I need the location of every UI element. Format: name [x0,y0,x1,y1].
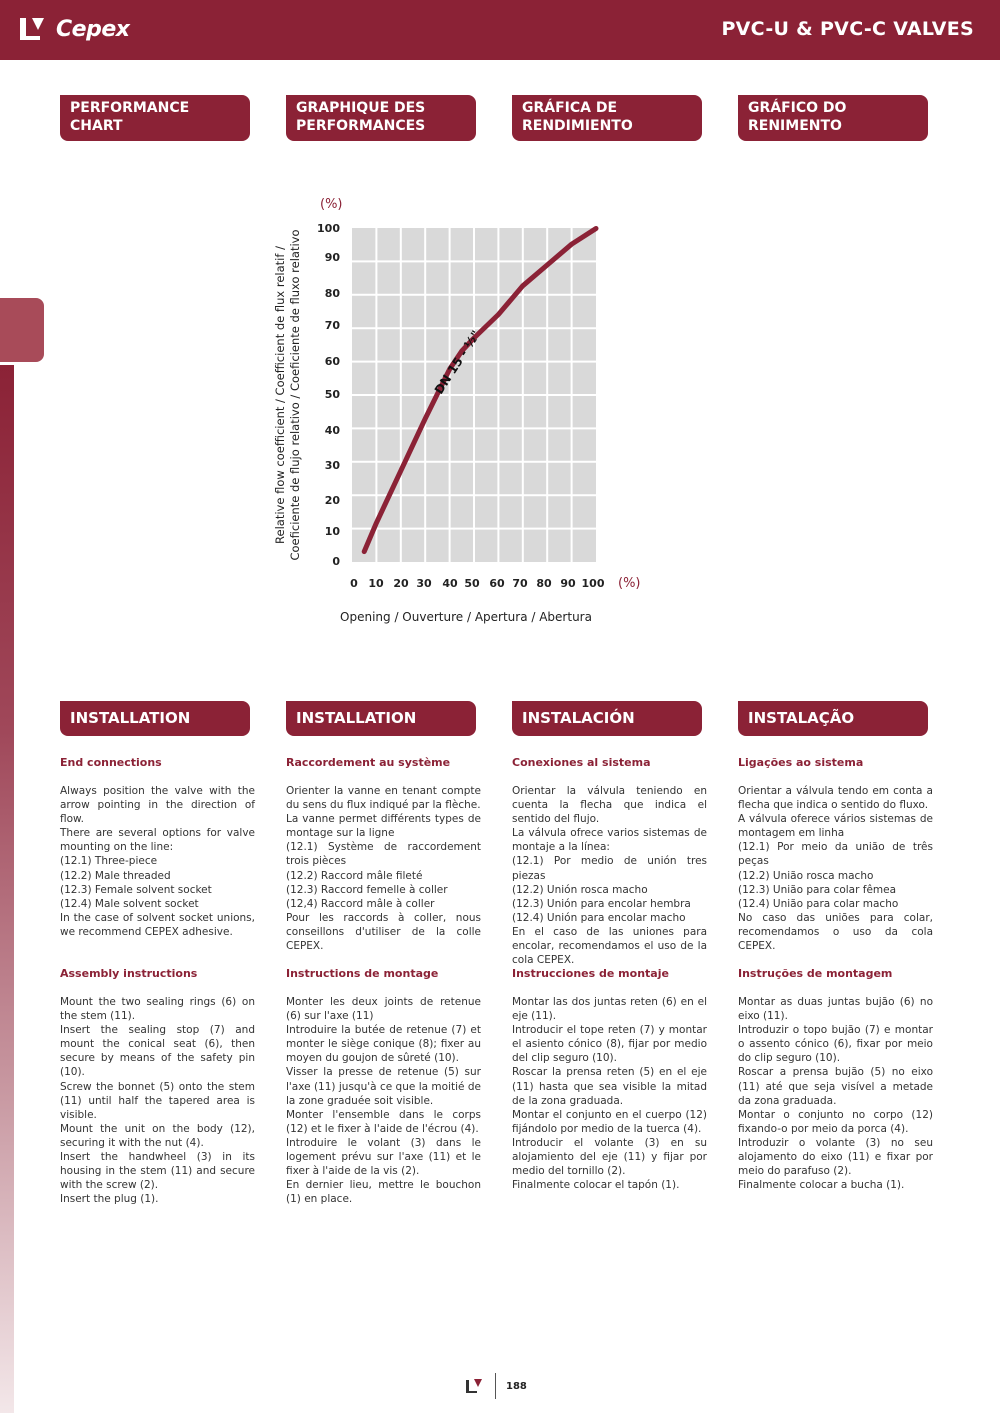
installation-heading-es: INSTALACIÓN [512,701,702,736]
x-tick-label: 90 [560,577,576,590]
y-axis-label-line2: Coeficiente de flujo relativo / Coeficiente de fluxo relativo [288,229,302,561]
column-es [512,756,707,967]
section-title: Instructions de montage [286,967,439,980]
y-tick-label: 10 [324,525,340,538]
cepex-logo-icon [18,14,54,44]
column-pt-assembly [738,967,933,1192]
x-tick-label: 0 [350,577,358,590]
y-tick-label: 0 [332,555,340,568]
x-tick-label: 100 [581,577,605,590]
footer [465,1373,527,1399]
x-tick-label: 70 [512,577,528,590]
y-tick-label: 70 [324,319,340,332]
section-title: End connections [60,756,162,769]
column-pt [738,756,933,953]
section-body: Orientar la válvula teniendo en cuenta la flecha que indica el sentido del flujo. La válvula ofrece varios sistemas de montaje a la línea: (12.1) Por medio de unión tres piezas (12.2) Unión rosca macho (12.3) Unión para encolar hembra (12.4) Unión para encolar macho En el caso de las uniones para encolar, recomendamos el uso de la cola CEPEX. [512,785,707,967]
section-title: Conexiones al sistema [512,756,651,769]
y-unit-label: (%) [320,197,343,212]
page-title: PVC-U & PVC-C VALVES [721,18,974,40]
section-body: Montar as duas juntas bujão (6) no eixo (11). Introduzir o topo bujão (7) e montar o assento cónico (6), fixar por meio do clip seguro (10). Roscar a prensa bujão (5) no eixo (11) até que seja visível a metade da zona graduada. Montar o conjunto no corpo (12) fixando-o por meio da porca (4). Introduzir o volante (3) no seu alojamento do eixo (11) e fixar por meio do parafuso (2). Finalmente colocar a bucha (1). [738,996,933,1192]
section-body: Monter les deux joints de retenue (6) sur l'axe (11) Introduire la butée de retenue (7) et monter le siège conique (8); fixer au moyen du goujon de sûreté (10). Visser la presse de retenue (5) sur l'axe (11) jusqu'à ce que la moitié de la zone graduée soit visible. Monter l'ensemble dans le corps (12) et le fixer à l'aide de l'écrou (4). Introduire le volant (3) dans le logement prévu sur l'axe (11) et le fixer à l'aide de la vis (2). En dernier lieu, mettre le bouchon (1) en place. [286,996,481,1206]
x-unit-label: (%) [618,576,641,591]
y-tick-label: 80 [324,287,340,300]
x-tick-label: 10 [368,577,384,590]
section-body: Orientar a válvula tendo em conta a flecha que indica o sentido do fluxo. A válvula oferece vários sistemas de montagem em linha (12.1) Por meio da união de três peças (12.2) União rosca macho (12.3) União para colar fêmea (12.4) União para colar macho No caso das uniões para colar, recomendamos o uso da cola CEPEX. [738,785,933,953]
y-tick-label: 40 [324,424,340,437]
y-tick-label: 20 [324,494,340,507]
header-bar [0,0,1000,60]
section-body: Mount the two sealing rings (6) on the stem (11). Insert the sealing stop (7) and mount the conical seat (6), then secure by means of the safety pin (10). Screw the bonnet (5) onto the stem (11) until half the tapered area is visible. Mount the unit on the body (12), securing it with the nut (4). Insert the handwheel (3) in its housing in the stem (11) and secure with the screw (2). Insert the plug (1). [60,996,255,1206]
installation-heading-pt: INSTALAÇÃO [738,701,928,736]
cepex-logo [18,14,129,44]
section-title: Assembly instructions [60,967,198,980]
footer-logo-icon [465,1377,487,1395]
column-en [60,756,255,939]
y-tick-label: 50 [324,388,340,401]
section-body: Orienter la vanne en tenant compte du sens du flux indiqué par la flèche. La vanne permet différents types de montage sur la ligne (12.1) Système de raccordement trois pièces (12.2) Raccord mâle fileté (12.3) Raccord femelle à coller (12,4) Raccord mâle à coller Pour les raccords à coller, nous conseillons d'utiliser de la colle CEPEX. [286,785,481,953]
footer-separator [495,1373,496,1399]
x-tick-label: 50 [464,577,480,590]
section-title: Instruções de montagem [738,967,893,980]
y-axis-label [273,229,302,560]
series-label: DN 15 - ½" [431,327,484,397]
x-tick-label: 20 [393,577,409,590]
section-title: Raccordement au système [286,756,451,769]
section-body: Montar las dos juntas reten (6) en el eje (11). Introducir el tope reten (7) y montar el asiento cónico (8), fijar por medio del clip seguro (10). Roscar la prensa reten (5) en el eje (11) hasta que sea visible la mitad de la zona graduada. Montar el conjunto en el cuerpo (12) fijándolo por medio de la tuerca (4). Introducir el volante (3) en su alojamiento del eje (11) y fijar por medio del tornillo (2). Finalmente colocar el tapón (1). [512,996,707,1192]
x-tick-label: 80 [536,577,552,590]
y-tick-label: 100 [317,222,340,235]
side-tab [0,298,44,362]
performance-chart [260,190,680,635]
chart-heading-es: GRÁFICA DE RENDIMIENTO [512,95,702,141]
sidebar-gradient-strip [0,365,14,1413]
column-en-assembly [60,967,255,1206]
installation-heading-en: INSTALLATION [60,701,250,736]
logo-text: Cepex [56,16,130,42]
column-fr [286,756,481,953]
section-title: Instrucciones de montaje [512,967,669,980]
x-axis-label: Opening / Ouverture / Apertura / Abertura [340,610,592,624]
column-fr-assembly [286,967,481,1206]
y-tick-label: 60 [324,355,340,368]
chart-heading-en: PERFORMANCE CHART [60,95,250,141]
y-tick-label: 30 [324,459,340,472]
installation-heading-fr: INSTALLATION [286,701,476,736]
chart-heading-pt: GRÁFICO DO RENIMENTO [738,95,928,141]
y-tick-label: 90 [324,251,340,264]
x-tick-label: 60 [489,577,505,590]
chart-heading-fr: GRAPHIQUE DES PERFORMANCES [286,95,476,141]
section-body: Always position the valve with the arrow pointing in the direction of flow. There are several options for valve mounting on the line: (12.1) Three-piece (12.2) Male threaded (12.3) Female solvent socket (12.4) Male solvent socket In the case of solvent socket unions, we recommend CEPEX adhesive. [60,785,255,938]
column-es-assembly [512,967,707,1192]
x-tick-label: 30 [416,577,432,590]
x-tick-label: 40 [442,577,458,590]
section-title: Ligações ao sistema [738,756,864,769]
y-axis-label-line1: Relative flow coefficient / Coefficient de flux relatif / [273,246,287,544]
page-number: 188 [506,1380,527,1392]
